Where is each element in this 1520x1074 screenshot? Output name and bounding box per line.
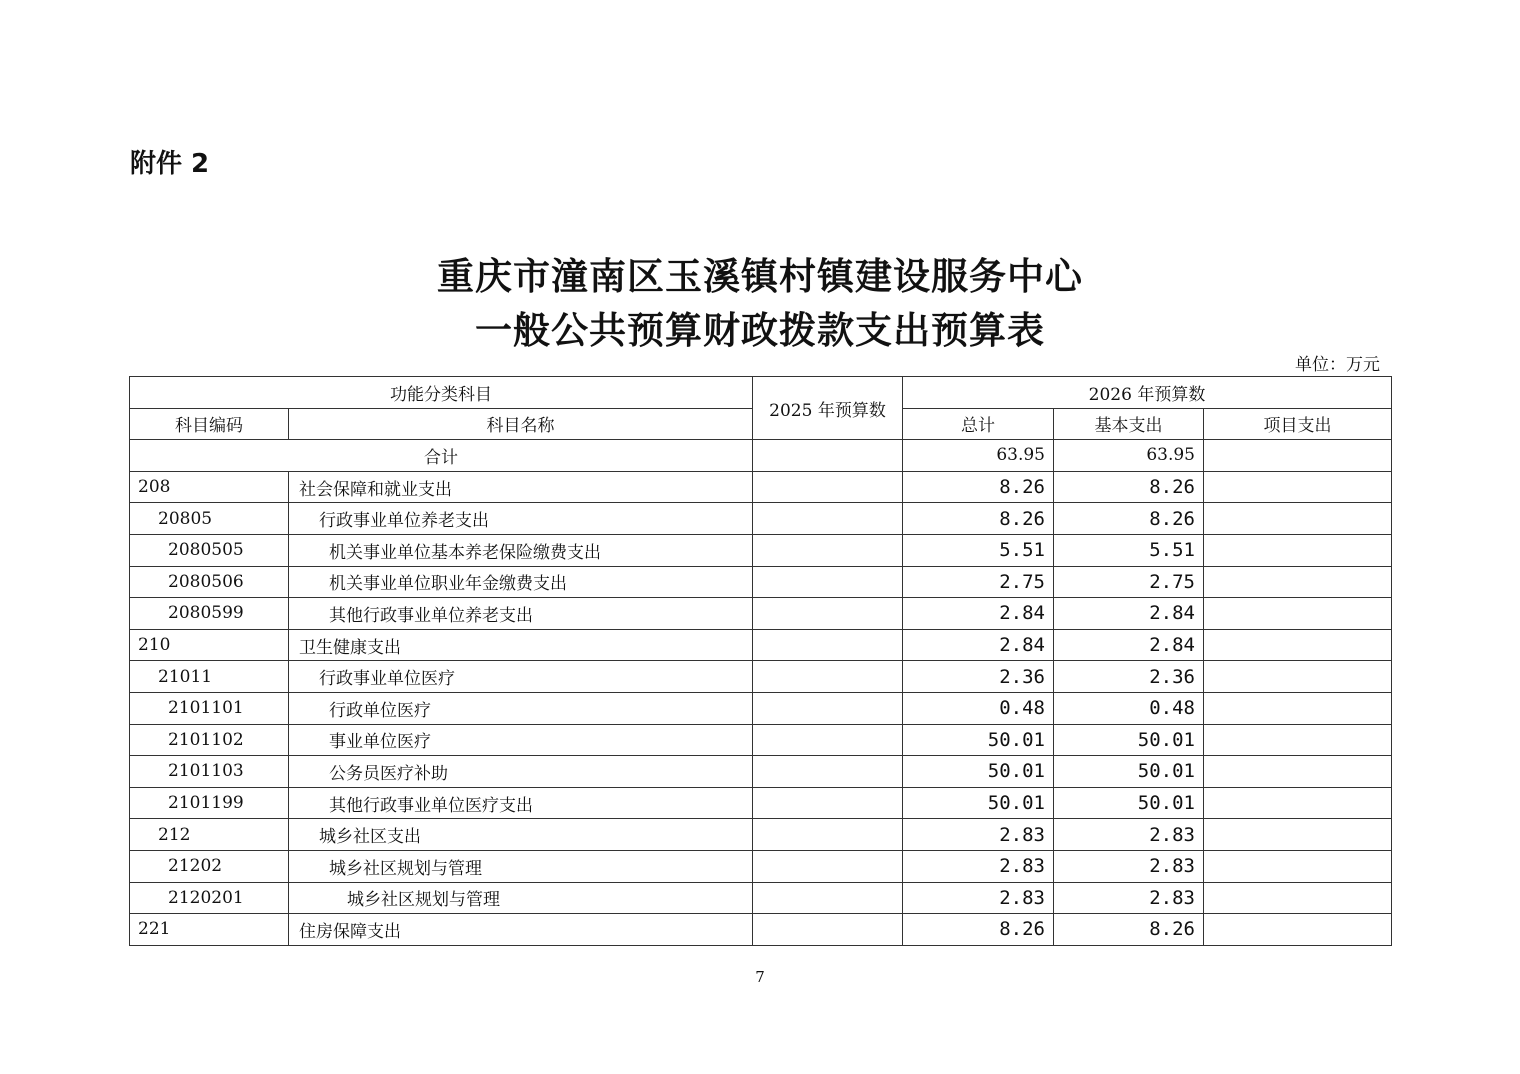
row-total: 50.01 <box>903 787 1054 819</box>
row-name: 事业单位医疗 <box>289 724 753 756</box>
row-basic: 8.26 <box>1054 914 1204 946</box>
row-total: 50.01 <box>903 756 1054 788</box>
annex-label: 附件 2 <box>130 149 210 179</box>
row-name: 城乡社区支出 <box>289 819 753 851</box>
table-row <box>130 471 1392 503</box>
row-budget-2025 <box>753 661 903 693</box>
row-basic: 50.01 <box>1054 756 1204 788</box>
row-project <box>1204 471 1392 503</box>
table-row <box>130 756 1392 788</box>
row-budget-2025 <box>753 882 903 914</box>
row-code: 2080506 <box>130 566 289 598</box>
row-name: 行政事业单位养老支出 <box>289 503 753 535</box>
func-class-header: 功能分类科目 <box>130 377 753 409</box>
row-budget-2025 <box>753 629 903 661</box>
row-basic: 2.36 <box>1054 661 1204 693</box>
row-name: 公务员医疗补助 <box>289 756 753 788</box>
row-code: 2101199 <box>130 787 289 819</box>
row-name: 城乡社区规划与管理 <box>289 850 753 882</box>
budget-2026-header: 2026 年预算数 <box>903 377 1392 409</box>
row-budget-2025 <box>753 566 903 598</box>
row-project <box>1204 692 1392 724</box>
table-row <box>130 661 1392 693</box>
name-header: 科目名称 <box>289 408 753 440</box>
summary-basic: 63.95 <box>1054 440 1204 472</box>
row-project <box>1204 724 1392 756</box>
table-row <box>130 598 1392 630</box>
row-total: 8.26 <box>903 471 1054 503</box>
row-project <box>1204 629 1392 661</box>
row-total: 0.48 <box>903 692 1054 724</box>
row-budget-2025 <box>753 503 903 535</box>
row-project <box>1204 787 1392 819</box>
row-code: 2101102 <box>130 724 289 756</box>
table-row <box>130 566 1392 598</box>
table-row <box>130 882 1392 914</box>
row-budget-2025 <box>753 850 903 882</box>
table-row <box>130 787 1392 819</box>
table-row <box>130 914 1392 946</box>
document-title-line-2: 一般公共预算财政拨款支出预算表 <box>475 308 1045 352</box>
unit-label: 单位：万元 <box>1295 355 1380 375</box>
summary-budget-2025 <box>753 440 903 472</box>
code-header: 科目编码 <box>130 408 289 440</box>
summary-project <box>1204 440 1392 472</box>
table-row <box>130 503 1392 535</box>
row-code: 21011 <box>130 661 289 693</box>
row-project <box>1204 914 1392 946</box>
row-name: 机关事业单位职业年金缴费支出 <box>289 566 753 598</box>
row-budget-2025 <box>753 914 903 946</box>
row-name: 卫生健康支出 <box>289 629 753 661</box>
row-code: 20805 <box>130 503 289 535</box>
row-project <box>1204 566 1392 598</box>
row-code: 210 <box>130 629 289 661</box>
summary-row <box>130 440 1392 472</box>
row-code: 2080599 <box>130 598 289 630</box>
row-budget-2025 <box>753 534 903 566</box>
row-basic: 2.84 <box>1054 598 1204 630</box>
row-name: 行政事业单位医疗 <box>289 661 753 693</box>
row-total: 5.51 <box>903 534 1054 566</box>
row-project <box>1204 503 1392 535</box>
row-total: 2.84 <box>903 598 1054 630</box>
row-total: 8.26 <box>903 914 1054 946</box>
row-code: 221 <box>130 914 289 946</box>
row-basic: 0.48 <box>1054 692 1204 724</box>
row-project <box>1204 756 1392 788</box>
row-total: 2.83 <box>903 882 1054 914</box>
row-budget-2025 <box>753 787 903 819</box>
row-project <box>1204 661 1392 693</box>
row-budget-2025 <box>753 692 903 724</box>
table-row <box>130 724 1392 756</box>
budget-table <box>129 376 1392 946</box>
total-header: 总计 <box>903 408 1054 440</box>
row-budget-2025 <box>753 471 903 503</box>
row-total: 8.26 <box>903 503 1054 535</box>
row-budget-2025 <box>753 598 903 630</box>
row-budget-2025 <box>753 756 903 788</box>
row-code: 2120201 <box>130 882 289 914</box>
row-total: 2.75 <box>903 566 1054 598</box>
summary-label: 合计 <box>130 440 753 472</box>
row-total: 2.83 <box>903 850 1054 882</box>
row-basic: 8.26 <box>1054 471 1204 503</box>
row-project <box>1204 819 1392 851</box>
budget-2025-header: 2025 年预算数 <box>753 377 903 440</box>
row-basic: 2.83 <box>1054 882 1204 914</box>
row-project <box>1204 534 1392 566</box>
row-basic: 8.26 <box>1054 503 1204 535</box>
row-name: 社会保障和就业支出 <box>289 471 753 503</box>
row-project <box>1204 850 1392 882</box>
row-name: 其他行政事业单位养老支出 <box>289 598 753 630</box>
row-code: 2101103 <box>130 756 289 788</box>
row-basic: 2.75 <box>1054 566 1204 598</box>
row-total: 2.83 <box>903 819 1054 851</box>
row-basic: 50.01 <box>1054 724 1204 756</box>
row-basic: 2.83 <box>1054 819 1204 851</box>
basic-header: 基本支出 <box>1054 408 1204 440</box>
row-code: 2080505 <box>130 534 289 566</box>
page-number: 7 <box>755 968 765 986</box>
header-row-1 <box>130 377 1392 409</box>
row-budget-2025 <box>753 724 903 756</box>
table-row <box>130 850 1392 882</box>
row-code: 21202 <box>130 850 289 882</box>
table-row <box>130 819 1392 851</box>
row-name: 机关事业单位基本养老保险缴费支出 <box>289 534 753 566</box>
row-code: 2101101 <box>130 692 289 724</box>
summary-total: 63.95 <box>903 440 1054 472</box>
row-basic: 50.01 <box>1054 787 1204 819</box>
row-name: 其他行政事业单位医疗支出 <box>289 787 753 819</box>
row-total: 2.36 <box>903 661 1054 693</box>
row-project <box>1204 882 1392 914</box>
row-basic: 2.84 <box>1054 629 1204 661</box>
row-code: 212 <box>130 819 289 851</box>
row-basic: 5.51 <box>1054 534 1204 566</box>
row-name: 行政单位医疗 <box>289 692 753 724</box>
row-name: 住房保障支出 <box>289 914 753 946</box>
table-row <box>130 692 1392 724</box>
row-project <box>1204 598 1392 630</box>
table-row <box>130 534 1392 566</box>
row-total: 2.84 <box>903 629 1054 661</box>
project-header: 项目支出 <box>1204 408 1392 440</box>
row-basic: 2.83 <box>1054 850 1204 882</box>
document-title-line-1: 重庆市潼南区玉溪镇村镇建设服务中心 <box>437 254 1083 298</box>
row-name: 城乡社区规划与管理 <box>289 882 753 914</box>
row-budget-2025 <box>753 819 903 851</box>
row-total: 50.01 <box>903 724 1054 756</box>
table-row <box>130 629 1392 661</box>
row-code: 208 <box>130 471 289 503</box>
